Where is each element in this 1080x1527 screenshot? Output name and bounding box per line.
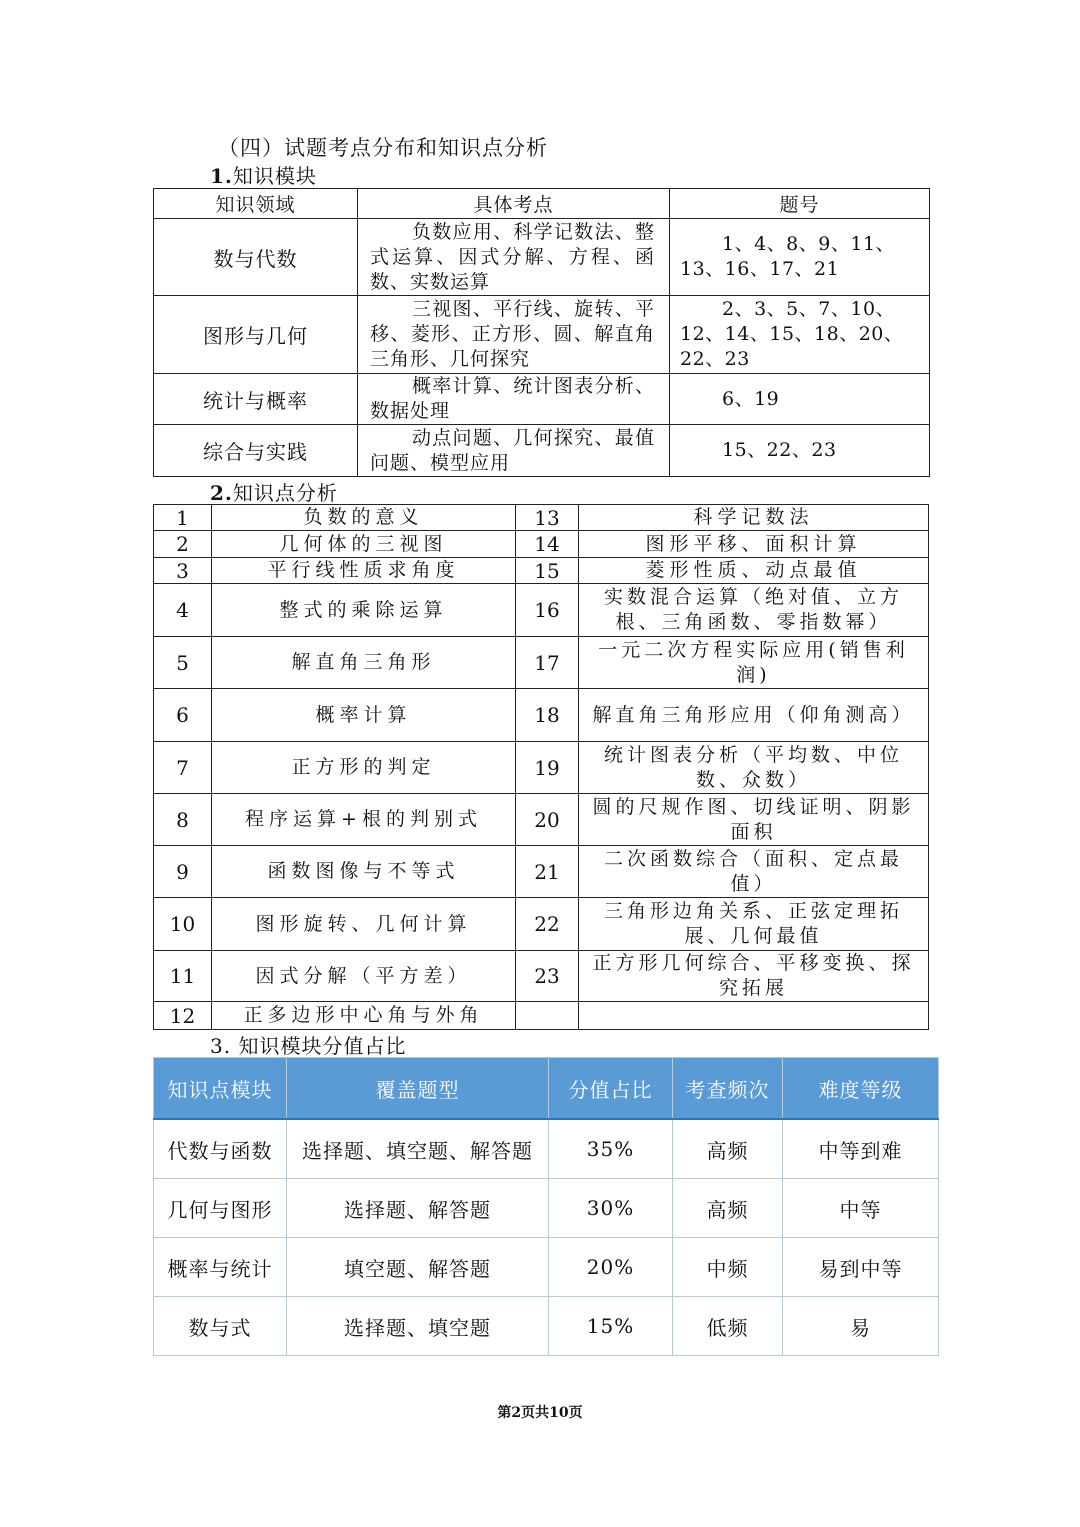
points-cell: 动点问题、几何探究、最值问题、模型应用	[358, 425, 670, 477]
table-cell: 填空题、解答题	[287, 1238, 549, 1297]
domain-cell: 图形与几何	[154, 296, 358, 374]
knowledge-point: 平行线性质求角度	[212, 558, 516, 584]
knowledge-point: 正方形的判定	[212, 742, 516, 794]
question-number: 12	[154, 1002, 212, 1030]
subsection-number: 2.	[210, 481, 233, 505]
module-score-table	[153, 1057, 939, 1356]
header-cell: 知识领域	[154, 189, 358, 219]
table-cell: 代数与函数	[154, 1119, 287, 1179]
table-cell: 概率与统计	[154, 1238, 287, 1297]
knowledge-point: 解直角三角形应用（仰角测高）	[579, 689, 929, 742]
table-row	[154, 742, 929, 794]
question-number: 3	[154, 558, 212, 584]
table-row	[154, 296, 930, 374]
question-number: 10	[154, 898, 212, 951]
question-number: 13	[516, 505, 579, 531]
table-header-row	[154, 189, 930, 219]
table-row	[154, 505, 929, 531]
numbers-cell: 15、22、23	[670, 425, 930, 477]
header-cell: 覆盖题型	[287, 1058, 549, 1120]
knowledge-module-table	[153, 188, 930, 477]
table-row	[154, 1179, 939, 1238]
table-cell: 中等	[783, 1179, 939, 1238]
knowledge-point: 概率计算	[212, 689, 516, 742]
knowledge-point: 解直角三角形	[212, 637, 516, 689]
question-number: 1	[154, 505, 212, 531]
table-cell: 低频	[673, 1297, 783, 1356]
question-number: 17	[516, 637, 579, 689]
table-row	[154, 531, 929, 558]
header-cell: 分值占比	[549, 1058, 673, 1120]
table-row	[154, 425, 930, 477]
table-cell: 中等到难	[783, 1119, 939, 1179]
table-cell: 35%	[549, 1119, 673, 1179]
page-footer: 第2页共10页	[497, 1405, 583, 1421]
table-row	[154, 951, 929, 1002]
question-number: 7	[154, 742, 212, 794]
table-row	[154, 374, 930, 425]
points-cell: 三视图、平行线、旋转、平移、菱形、正方形、圆、解直角三角形、几何探究	[358, 296, 670, 374]
knowledge-point: 实数混合运算（绝对值、立方根、三角函数、零指数幂）	[579, 584, 929, 637]
header-cell: 具体考点	[358, 189, 670, 219]
subsection-title-1	[210, 160, 317, 189]
table-row	[154, 1238, 939, 1297]
table-row	[154, 637, 929, 689]
question-number: 19	[516, 742, 579, 794]
knowledge-point: 图形平移、面积计算	[579, 531, 929, 558]
subsection-label: 知识点分析	[232, 481, 338, 505]
knowledge-point: 程序运算+根的判别式	[212, 794, 516, 846]
question-number: 4	[154, 584, 212, 637]
question-number: 14	[516, 531, 579, 558]
table-header-row	[154, 1058, 939, 1120]
question-number: 15	[516, 558, 579, 584]
table-row	[154, 898, 929, 951]
header-cell: 考查频次	[673, 1058, 783, 1120]
knowledge-point: 正方形几何综合、平移变换、探究拓展	[579, 951, 929, 1002]
header-cell: 难度等级	[783, 1058, 939, 1120]
numbers-cell: 2、3、5、7、10、12、14、15、18、20、22、23	[670, 296, 930, 374]
section-title: （四）试题考点分布和知识点分析	[218, 136, 548, 160]
knowledge-point	[579, 1002, 929, 1030]
knowledge-point: 图形旋转、几何计算	[212, 898, 516, 951]
subsection-title-2	[210, 477, 338, 506]
table-row	[154, 584, 929, 637]
table-row	[154, 1119, 939, 1179]
knowledge-point: 圆的尺规作图、切线证明、阴影面积	[579, 794, 929, 846]
table-cell: 易	[783, 1297, 939, 1356]
knowledge-point: 二次函数综合（面积、定点最值）	[579, 846, 929, 898]
header-cell: 知识点模块	[154, 1058, 287, 1120]
knowledge-point: 科学记数法	[579, 505, 929, 531]
table-row	[154, 558, 929, 584]
knowledge-point: 因式分解（平方差）	[212, 951, 516, 1002]
subsection-number: 1.	[210, 164, 233, 188]
question-number: 2	[154, 531, 212, 558]
knowledge-point-table	[153, 504, 929, 1030]
subsection-title-3: 3. 知识模块分值占比	[210, 1034, 407, 1058]
knowledge-point: 菱形性质、动点最值	[579, 558, 929, 584]
table-cell: 15%	[549, 1297, 673, 1356]
numbers-cell: 6、19	[670, 374, 930, 425]
question-number: 11	[154, 951, 212, 1002]
table-cell: 高频	[673, 1179, 783, 1238]
knowledge-point: 函数图像与不等式	[212, 846, 516, 898]
question-number: 16	[516, 584, 579, 637]
knowledge-point: 统计图表分析（平均数、中位数、众数）	[579, 742, 929, 794]
knowledge-point: 三角形边角关系、正弦定理拓展、几何最值	[579, 898, 929, 951]
table-cell: 数与式	[154, 1297, 287, 1356]
table-row	[154, 219, 930, 296]
table-row	[154, 794, 929, 846]
table-cell: 选择题、填空题	[287, 1297, 549, 1356]
knowledge-point: 几何体的三视图	[212, 531, 516, 558]
table-cell: 30%	[549, 1179, 673, 1238]
knowledge-point: 整式的乘除运算	[212, 584, 516, 637]
question-number: 20	[516, 794, 579, 846]
question-number: 18	[516, 689, 579, 742]
table-row	[154, 846, 929, 898]
domain-cell: 数与代数	[154, 219, 358, 296]
points-cell: 负数应用、科学记数法、整式运算、因式分解、方程、函数、实数运算	[358, 219, 670, 296]
table-cell: 20%	[549, 1238, 673, 1297]
question-number: 9	[154, 846, 212, 898]
table-cell: 中频	[673, 1238, 783, 1297]
table-row	[154, 1297, 939, 1356]
table-cell: 高频	[673, 1119, 783, 1179]
question-number: 6	[154, 689, 212, 742]
domain-cell: 综合与实践	[154, 425, 358, 477]
knowledge-point: 一元二次方程实际应用(销售利润)	[579, 637, 929, 689]
question-number: 23	[516, 951, 579, 1002]
question-number: 8	[154, 794, 212, 846]
domain-cell: 统计与概率	[154, 374, 358, 425]
table-row	[154, 1002, 929, 1030]
subsection-label: 知识模块	[232, 164, 317, 188]
header-cell: 题号	[670, 189, 930, 219]
question-number: 22	[516, 898, 579, 951]
knowledge-point: 负数的意义	[212, 505, 516, 531]
question-number: 21	[516, 846, 579, 898]
numbers-cell: 1、4、8、9、11、13、16、17、21	[670, 219, 930, 296]
table-cell: 易到中等	[783, 1238, 939, 1297]
question-number	[516, 1002, 579, 1030]
table-cell: 选择题、解答题	[287, 1179, 549, 1238]
question-number: 5	[154, 637, 212, 689]
table-cell: 几何与图形	[154, 1179, 287, 1238]
table-cell: 选择题、填空题、解答题	[287, 1119, 549, 1179]
knowledge-point: 正多边形中心角与外角	[212, 1002, 516, 1030]
table-row	[154, 689, 929, 742]
points-cell: 概率计算、统计图表分析、数据处理	[358, 374, 670, 425]
